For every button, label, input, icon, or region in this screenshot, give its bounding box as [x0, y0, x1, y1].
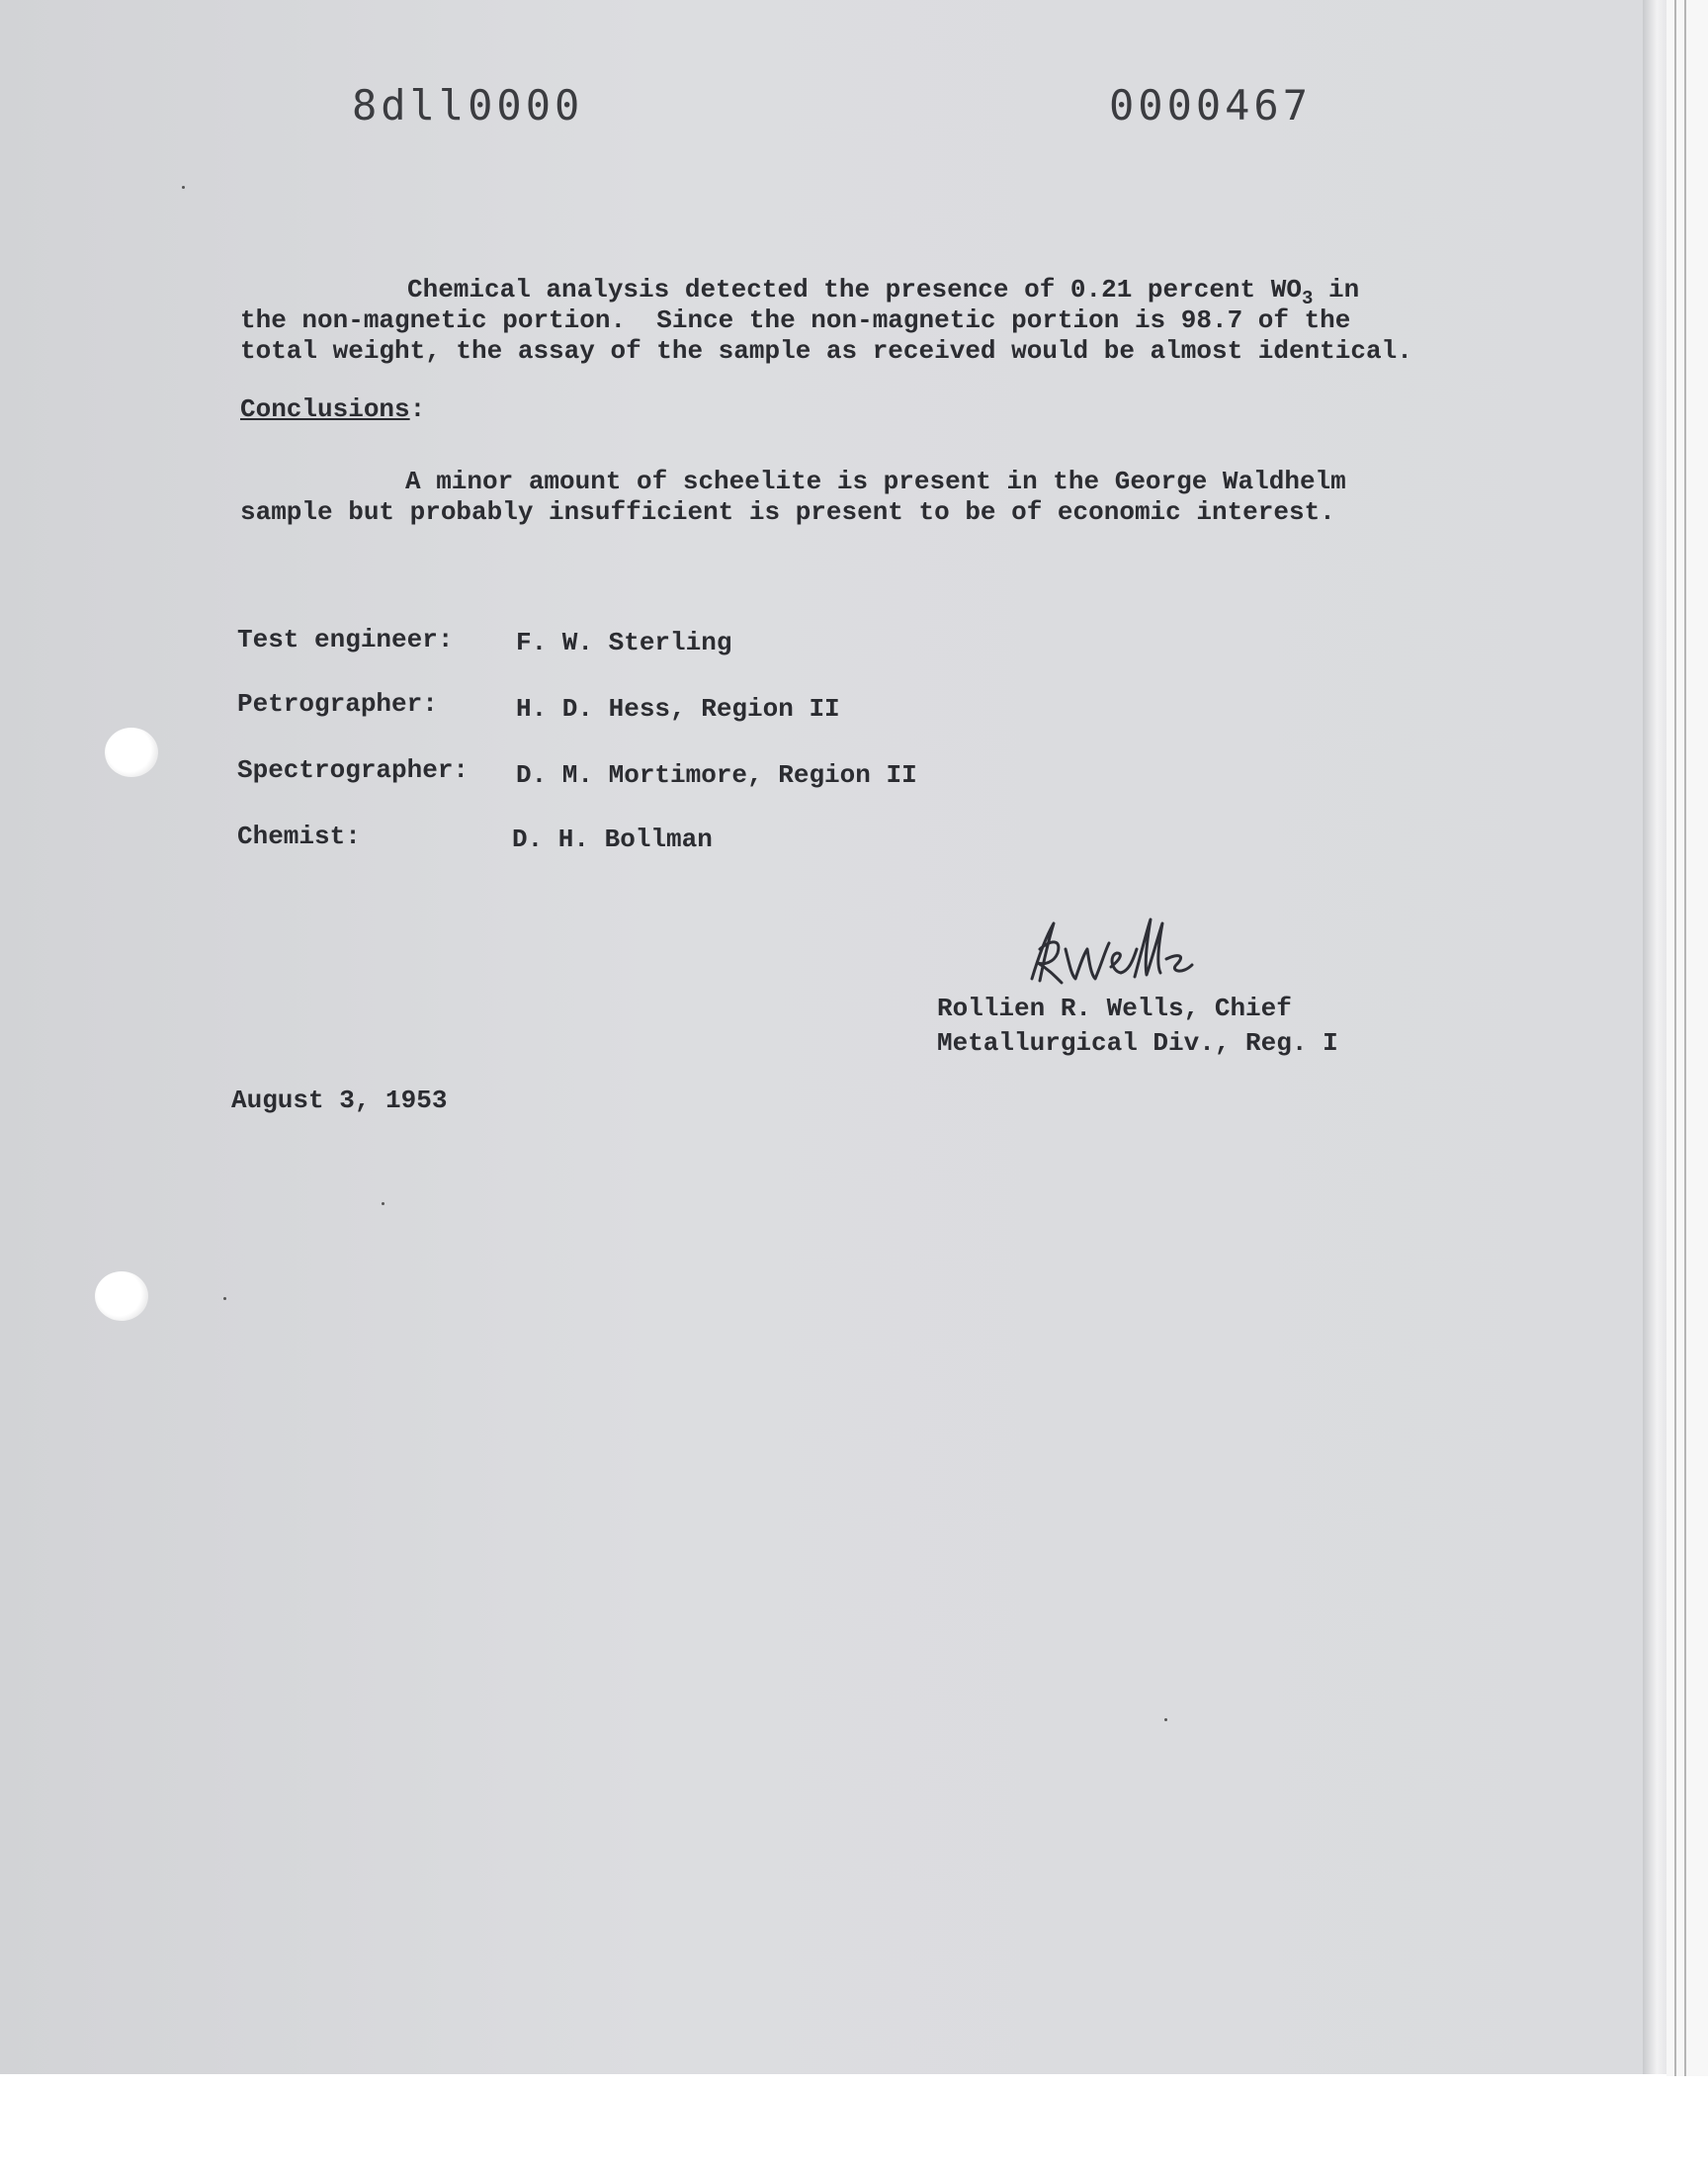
paragraph-line: sample but probably insufficient is present to be of economic interest. — [240, 497, 1335, 527]
margin-rule — [1684, 0, 1686, 2076]
punch-hole — [95, 1271, 148, 1321]
person-name: D. M. Mortimore, Region II — [516, 760, 917, 790]
heading-colon: : — [409, 394, 426, 424]
heading-text: Conclusions — [240, 394, 410, 424]
signatory-name: Rollien R. Wells, Chief — [937, 994, 1292, 1023]
scanner-margin — [1666, 0, 1708, 2076]
document-number-left: 8dll0000 — [352, 81, 584, 130]
paragraph-line — [407, 275, 1359, 307]
paragraph-line: total weight, the assay of the sample as received would be almost identical. — [240, 336, 1412, 366]
person-name: D. H. Bollman — [512, 825, 713, 854]
scan-speck — [382, 1202, 384, 1205]
person-name: F. W. Sterling — [516, 628, 732, 657]
scan-speck — [1164, 1718, 1167, 1721]
role-label: Spectrographer: — [237, 755, 470, 785]
signatory-title: Metallurgical Div., Reg. I — [937, 1028, 1338, 1058]
paragraph-text: Chemical analysis detected the presence of 0.21 percent WO — [407, 275, 1302, 304]
punch-hole — [105, 728, 158, 777]
subscript: 3 — [1301, 288, 1314, 309]
paragraph-text: in — [1313, 275, 1360, 304]
document-date: August 3, 1953 — [231, 1086, 448, 1115]
margin-rule — [1674, 0, 1676, 2076]
page-binding-edge — [1643, 0, 1666, 2074]
person-name: H. D. Hess, Region II — [516, 694, 840, 724]
role-label: Chemist: — [237, 822, 361, 851]
paragraph-line: the non-magnetic portion. Since the non-magnetic portion is 98.7 of the — [240, 305, 1351, 335]
role-label: Petrographer: — [237, 689, 438, 719]
section-heading — [240, 394, 425, 424]
paragraph-line: A minor amount of scheelite is present in the George Waldhelm — [405, 467, 1346, 496]
handwritten-signature — [1018, 910, 1216, 999]
scan-speck — [223, 1297, 226, 1300]
document-number-right: 0000467 — [1109, 81, 1313, 130]
scan-speck — [182, 186, 185, 189]
role-label: Test engineer: — [237, 625, 454, 654]
